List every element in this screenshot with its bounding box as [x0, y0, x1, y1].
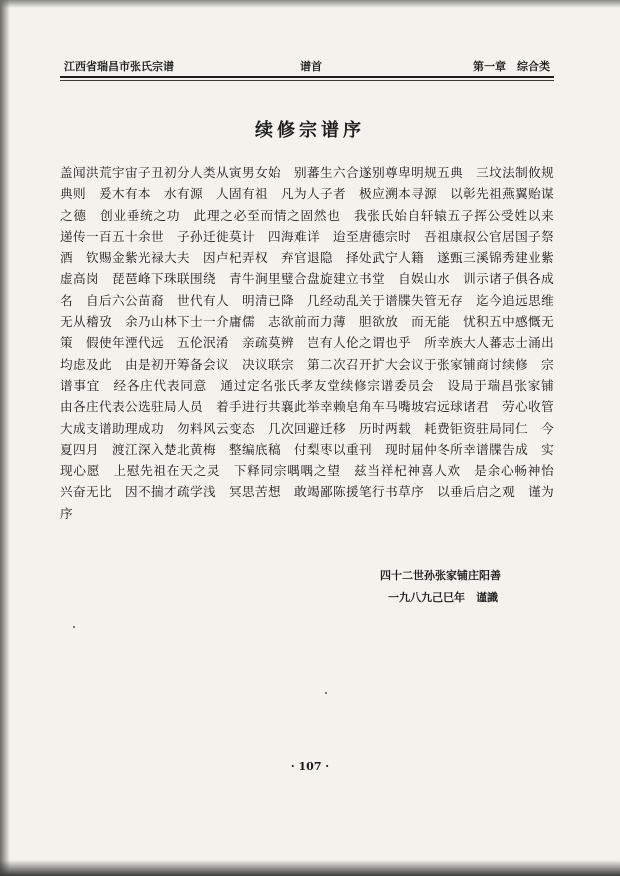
signature-author: 四十二世孙张家铺庄阳善	[380, 569, 501, 582]
header-chapter: 第一章 综合类	[473, 60, 550, 73]
scan-speck	[325, 692, 327, 694]
scan-edge-bottom	[0, 860, 620, 876]
header-book-title: 江西省瑞昌市张氏宗谱	[64, 60, 174, 73]
header-rule	[60, 76, 554, 78]
page-number: · 107 ·	[290, 760, 330, 773]
page-title: 续修宗谱序	[255, 120, 365, 141]
preface-body: 盖闻洪荒宇宙子丑初分人类从寅男女始 别蕃生六合遂别尊卑明规五典 三坟法制攸规典则 爰木有本 水有源 人固有祖 凡为人子者 极应溯本寻源 以彰先祖燕翼贻谋之德 创业垂统之功 此理之必至而情之固然也 我张氏始自轩辕五子挥公受姓以来 递传一百五十余世 子孙迁徙莫计 四海难详 迨至唐德宗时 吾祖康叔公官居国子祭酒 钦赐金紫光禄大夫 因卢杞弄权 弃官退隐 择处武宁人籍 遂甄三溪锦秀建业紫虚高岗 琵琶峰下珠联围绕 青牛涧里璧合盘旋建立书堂 自娱山水 训示诸子俱各成名 自后六公苗裔 世代有人 明清已降 几经动乱关于谱牒失管无存 迄今追远思维无从稽攷 余乃山林下士一介庸儒 志欲前而力薄 胆欲放 而无能 忧积五中感慨无策 假使年湮代远 五伦泯淆 亲疏莫辨 岂有人伦之谓也乎 所幸族大人蕃志士涌出 均虑及此 由是初开筹备会议 决议联宗 第二次召开扩大会议于张家铺商讨续修 宗谱事宜 经各庄代表同意 通过定名张氏孝友堂续修宗谱委员会 设局于瑞昌张家铺 由各庄代表公选驻局人员 着手进行共襄此举幸赖皂角车马嘴坡宕远球诸君 劳心收管大成支谱助理成功 勿料风云变态 几次回避迁移 历时两载 耗费钜资驻局同仁 今夏四月 渡江深入楚北黄梅 整编底稿 付梨枣以重刊 现时届仲冬所幸谱牒告成 实现心愿 上慰先祖在天之灵 下释同宗喁喁之望 兹当祥杞神喜人欢 是余心畅神怡 兴奋无比 因不揣才疏学浅 冥思苦想 敢竭鄙陈援笔行书草序 以垂后启之观 谨为序	[60, 165, 567, 521]
scan-edge-top	[0, 0, 620, 8]
running-header	[60, 58, 554, 74]
signature-date: 一九八九己巳年 谨識	[388, 591, 498, 604]
scan-speck	[73, 626, 75, 628]
header-section: 谱首	[300, 60, 322, 73]
header-rule-thin	[60, 80, 554, 81]
